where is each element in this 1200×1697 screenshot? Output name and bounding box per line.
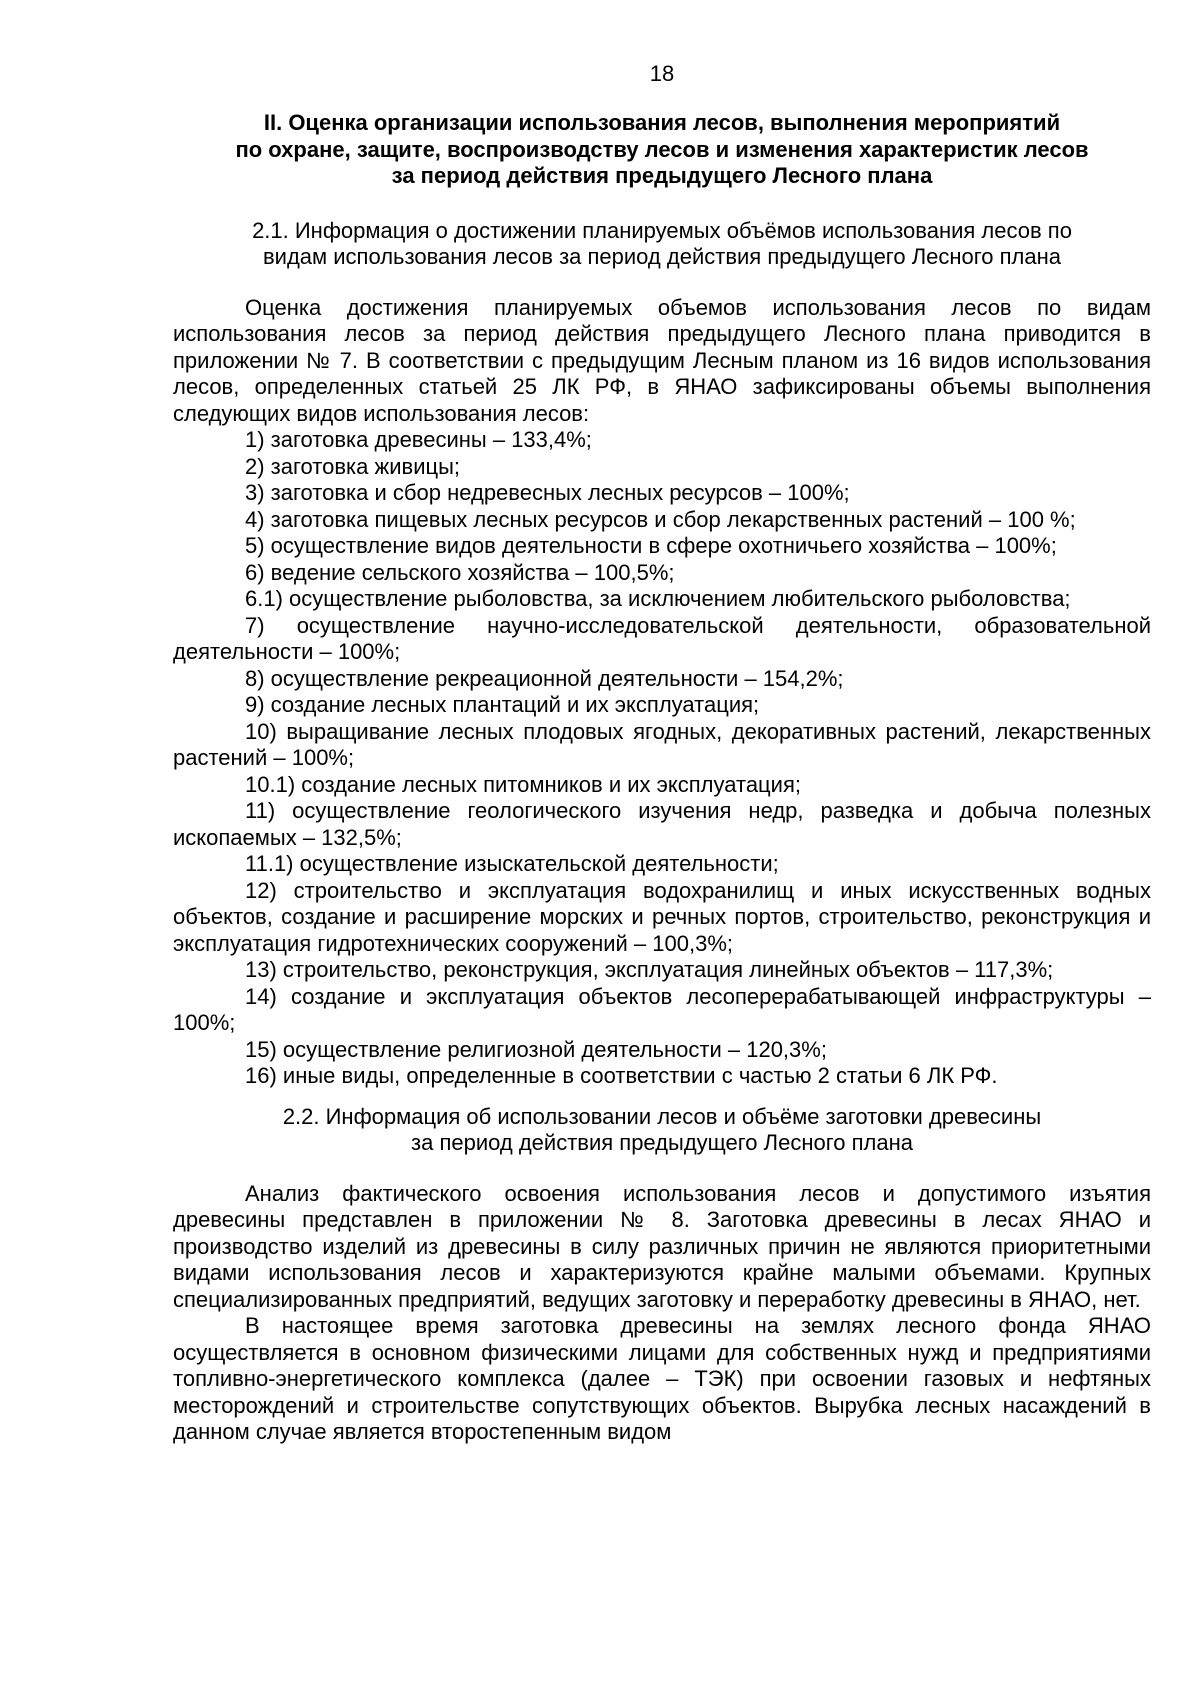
list-item: 3) заготовка и сбор недревесных лесных ресурсов – 100%; xyxy=(245,480,850,505)
list-item: 9) создание лесных плантаций и их эксплуатация; xyxy=(245,692,760,717)
subsection-2-2-title xyxy=(173,1104,1151,1157)
section-title-line: II. Оценка организации использования лесов, выполнения мероприятий xyxy=(263,110,1061,135)
subsection-title-line: 2.2. Информация об использовании лесов и объёме заготовки древесины xyxy=(282,1103,1042,1129)
list-item: 13) строительство, реконструкция, эксплуатация линейных объектов – 117,3%; xyxy=(245,957,1054,982)
intro-paragraph: Оценка достижения планируемых объемов использования лесов по видам использования лесов за период действия предыдущего Лесного плана приводится в приложении № 7. В соответствии с предыдущим Лесным планом из 16 видов использования лесов, определенных статьей 25 ЛК РФ, в ЯНАО зафиксированы объемы выполнения следующих видов использования лесов: xyxy=(173,294,1151,426)
list-item: 4) заготовка пищевых лесных ресурсов и сбор лекарственных растений – 100 %; xyxy=(245,506,1076,532)
page-number: 18 xyxy=(649,61,675,86)
list-item: 14) создание и эксплуатация объектов лесоперерабатывающей инфраструктуры – 100%; xyxy=(173,983,1151,1035)
list-item: 6.1) осуществление рыболовства, за исключением любительского рыболовства; xyxy=(245,586,1071,611)
subsection-2-1-body xyxy=(173,295,1151,1090)
document-page xyxy=(173,60,1151,1446)
subsection-2-2-body xyxy=(173,1181,1151,1446)
list-item: 15) осуществление религиозной деятельности – 120,3%; xyxy=(245,1036,827,1062)
section-title-line: за период действия предыдущего Лесного плана xyxy=(391,163,933,188)
list-item: 7) осуществление научно-исследовательской деятельности, образовательной деятельности – 100%; xyxy=(173,612,1151,664)
body-paragraph: В настоящее время заготовка древесины на землях лесного фонда ЯНАО осуществляется в основном физическими лицами для собственных нужд и предприятиями топливно-энергетического комплекса (далее – ТЭК) при освоении газовых и нефтяных месторождений и строительстве сопутствующих объектов. Вырубка лесных насаждений в данном случае является второстепенным видом xyxy=(173,1313,1151,1444)
list-item: 11) осуществление геологического изучения недр, разведка и добыча полезных ископаемых – 132,5%; xyxy=(173,798,1151,850)
list-item: 11.1) осуществление изыскательской деятельности; xyxy=(245,851,779,876)
subsection-title-line: видам использования лесов за период действия предыдущего Лесного плана xyxy=(262,244,1062,269)
list-item: 10.1) создание лесных питомников и их эксплуатация; xyxy=(245,771,801,797)
subsection-title-line: 2.1. Информация о достижении планируемых объёмов использования лесов по xyxy=(252,217,1072,243)
list-item: 12) строительство и эксплуатация водохранилищ и иных искусственных водных объектов, создание и расширение морских и речных портов, строительство, реконструкция и эксплуатация гидротехнических сооружений – 100,3%; xyxy=(173,877,1151,956)
body-paragraph: Анализ фактического освоения использования лесов и допустимого изъятия древесины представлен в приложении № 8. Заготовка древесины в лесах ЯНАО и производство изделий из древесины в силу различных причин не являются приоритетными видами использования лесов и характеризуются крайне малыми объемами. Крупных специализированных предприятий, ведущих заготовку и переработку древесины в ЯНАО, нет. xyxy=(173,1180,1151,1312)
list-item: 1) заготовка древесины – 133,4%; xyxy=(245,427,592,452)
section-title-line: по охране, защите, воспроизводству лесов и изменения характеристик лесов xyxy=(235,136,1089,162)
list-item: 10) выращивание лесных плодовых ягодных, декоративных растений, лекарственных растений – 100%; xyxy=(173,718,1151,770)
list-item: 5) осуществление видов деятельности в сфере охотничьего хозяйства – 100%; xyxy=(245,533,1057,558)
section-title xyxy=(173,110,1151,190)
list-item: 6) ведение сельского хозяйства – 100,5%; xyxy=(245,559,675,585)
list-item: 8) осуществление рекреационной деятельности – 154,2%; xyxy=(245,665,844,691)
subsection-2-1-title xyxy=(173,218,1151,271)
subsection-title-line: за период действия предыдущего Лесного плана xyxy=(411,1130,913,1155)
list-item: 16) иные виды, определенные в соответствии с частью 2 статьи 6 ЛК РФ. xyxy=(245,1063,998,1088)
list-item: 2) заготовка живицы; xyxy=(245,453,461,479)
